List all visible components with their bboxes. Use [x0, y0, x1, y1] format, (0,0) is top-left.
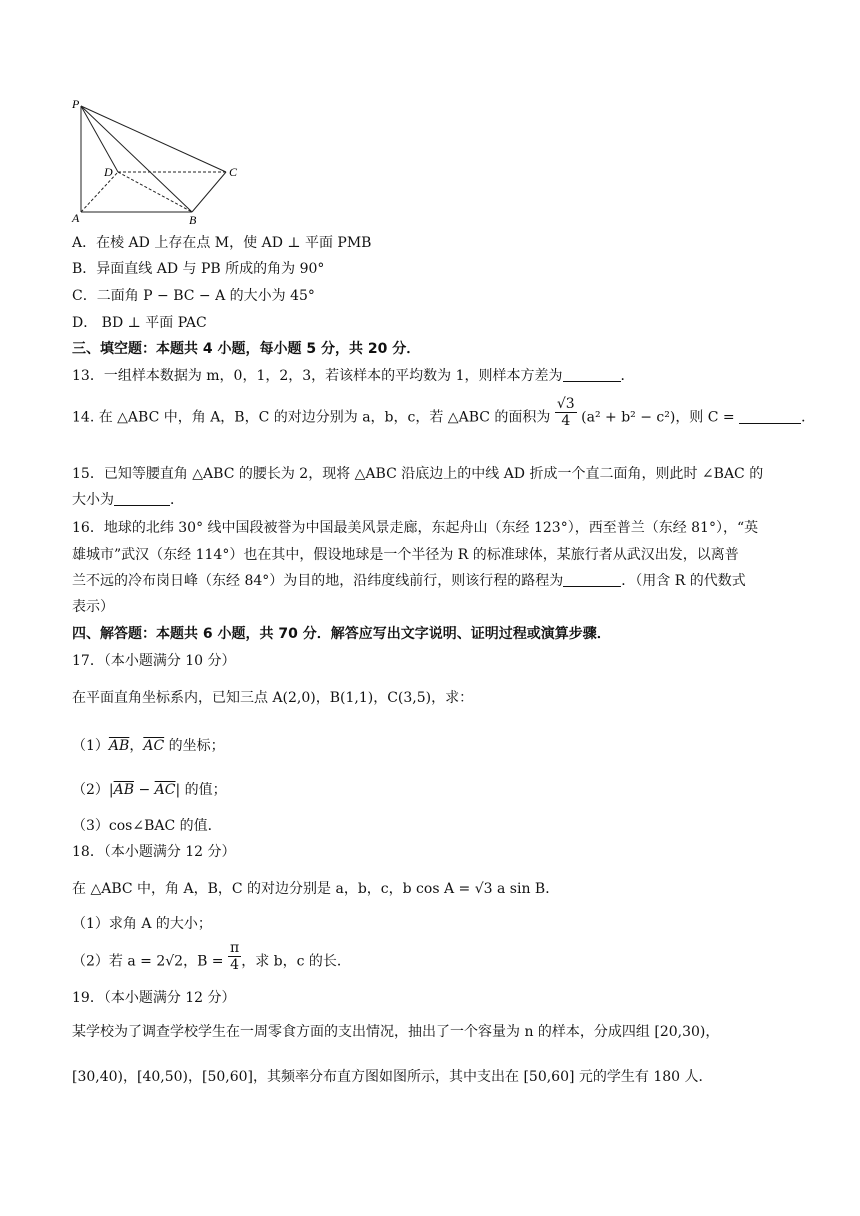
question-17-part1 — [72, 736, 225, 756]
fraction-denominator: 4 — [561, 413, 571, 429]
part-text: （2）若 a = 2√2，B = — [72, 953, 224, 970]
question-18-part2 — [72, 940, 351, 973]
question-16-line4: 表示） — [72, 599, 114, 615]
part-tail: ，求 b，c 的长． — [241, 953, 351, 970]
option-a: A．在棱 AD 上存在点 M，使 AD ⊥ 平面 PMB — [72, 235, 372, 251]
fraction-numerator: √3 — [556, 396, 575, 412]
question-19-title: 19．（本小题满分 12 分） — [72, 990, 236, 1006]
vector-ab: $\overline{AB}$ — [113, 782, 135, 798]
question-17-title: 17．（本小题满分 10 分） — [72, 653, 236, 669]
part-label: （1） — [72, 738, 109, 754]
q14-expression: (a² + b² − c²) — [581, 409, 676, 426]
question-15-line1: 15．已知等腰直角 △ABC 的腰长为 2，现将 △ABC 沿底边上的中线 AD 折成一个直二面角，则此时 ∠BAC 的 — [72, 466, 764, 482]
q14-tail: ，则 C = — [675, 409, 735, 426]
option-d: D． BD ⊥ 平面 PAC — [72, 315, 207, 331]
question-15-line2: 大小为 ． — [72, 492, 184, 508]
question-17-part2 — [72, 780, 227, 800]
q13-text: 13．一组样本数据为 m，0，1，2，3，若该样本的平均数为 1，则样本方差为 — [72, 368, 563, 384]
option-b: B．异面直线 AD 与 PB 所成的角为 90° — [72, 261, 325, 277]
question-16-line1: 16．地球的北纬 30° 线中国段被誉为中国最美风景走廊，东起舟山（东经 123°），西至普兰（东经 81°），“英 — [72, 520, 759, 536]
part-text: | 的值； — [175, 782, 227, 798]
fraction-numerator: π — [230, 940, 240, 956]
q15-text: 大小为 — [72, 492, 114, 508]
label-d: D — [104, 165, 113, 179]
label-c: C — [229, 165, 238, 179]
answer-blank — [563, 572, 621, 587]
q16-text: 兰不远的冷布岗日峰（东经 84°）为目的地，沿纬度线前行，则该行程的路程为 — [72, 573, 564, 589]
question-16-line3 — [72, 571, 746, 591]
minus-sign: − — [134, 782, 155, 798]
label-b: B — [189, 213, 197, 227]
q14-fraction — [555, 396, 577, 429]
pi-over-4 — [228, 940, 241, 973]
option-c: C．二面角 P − BC − A 的大小为 45° — [72, 288, 315, 304]
answer-blank — [114, 491, 170, 506]
answer-blank — [739, 409, 801, 424]
label-p: P — [72, 97, 80, 111]
section-4-heading: 四、解答题：本题共 6 小题，共 70 分．解答应写出文字说明、证明过程或演算步骤． — [72, 626, 611, 642]
vector-ac: $\overline{AC}$ — [143, 738, 165, 754]
fraction-denominator: 4 — [230, 957, 240, 973]
question-16-line2: 雄城市”武汉（东经 114°）也在其中，假设地球是一个半径为 R 的标准球体，某旅行者从武汉出发，以离普 — [72, 547, 739, 563]
question-18-part1: （1）求角 A 的大小； — [72, 916, 212, 932]
vector-ab: $\overline{AB}$ — [108, 738, 130, 754]
question-14: 14. 在 △ABC 中，角 A，B，C 的对边分别为 a，b，c，若 △ABC 的面积为 $\frac{√3}{4}$ (a² + b² − c²)，则 C = ． — [72, 396, 816, 429]
question-19-line1: 某学校为了调查学校学生在一周零食方面的支出情况，抽出了一个容量为 n 的样本，分成四组 [20,30)， — [72, 1024, 720, 1040]
question-18-title: 18．（本小题满分 12 分） — [72, 844, 236, 860]
question-19-line2: [30,40)，[40,50)，[50,60]，其频率分布直方图如图所示，其中支出在 [50,60] 元的学生有 180 人． — [72, 1069, 713, 1085]
separator: ， — [129, 738, 144, 754]
pyramid-figure — [68, 96, 248, 228]
question-13: 13．一组样本数据为 m，0，1，2，3，若该样本的平均数为 1，则样本方差为 ． — [72, 368, 635, 384]
question-17-stem: 在平面直角坐标系内，已知三点 A(2,0)，B(1,1)，C(3,5)，求： — [72, 690, 474, 706]
vector-ac: $\overline{AC}$ — [154, 782, 176, 798]
q14-text: 14. 在 △ABC 中，角 A，B，C 的对边分别为 a，b，c，若 △ABC 的面积为 — [72, 409, 551, 426]
part-text: 的坐标； — [164, 738, 225, 754]
question-18-stem: 在 △ABC 中，角 A，B，C 的对边分别是 a，b，c，b cos A = √3 a sin B． — [72, 881, 560, 897]
q16-tail: ．（用含 R 的代数式 — [621, 573, 746, 589]
question-17-part3: （3）cos∠BAC 的值． — [72, 818, 222, 834]
answer-blank — [563, 367, 621, 382]
label-a: A — [72, 211, 80, 225]
part-label: （2）| — [72, 782, 114, 798]
section-3-heading: 三、填空题：本题共 4 小题，每小题 5 分，共 20 分． — [72, 341, 421, 357]
